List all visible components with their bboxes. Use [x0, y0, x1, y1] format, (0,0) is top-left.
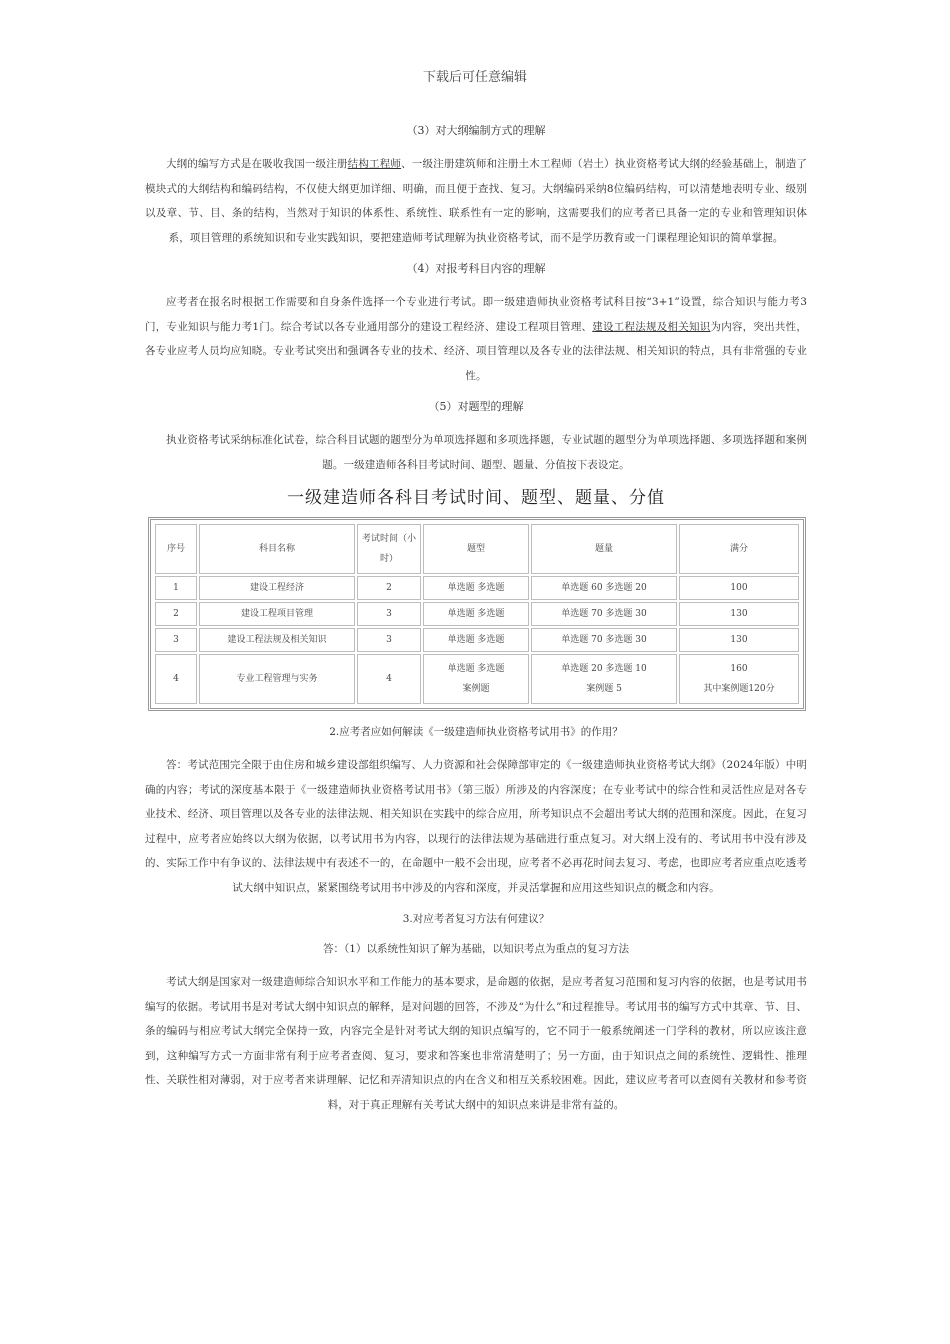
cell-subject: 建设工程项目管理 [199, 602, 355, 626]
table-row [155, 602, 799, 626]
section-4-text-b: 为内容，突出共性，各专业应考人员均应知晓。专业考试突出和强调各专业的技术、经济、项目管理以及各专业的法律法规、相关知识的特点，具有非常强的专业性。 [145, 320, 807, 382]
section-3-text-a: 大纲的编写方式是在吸收我国一级注册 [166, 158, 348, 170]
section-5-paragraph: 执业资格考试采纳标准化试卷，综合科目试题的题型分为单项选择题和多项选择题，专业试题的题型分为单项选择题、多项选择题和案例题。一级建造师各科目考试时间、题型、题量、分值按下表设定。 [166, 434, 807, 471]
question-2-title: 2.应考者应如何解读《一级建造师执业资格考试用书》的作用？ [329, 726, 623, 738]
document-body [145, 122, 807, 1127]
cell-type-line1: 单选题 多选题 [447, 664, 505, 674]
question-3-answer: 考试大纲是国家对一级建造师综合知识水平和工作能力的基本要求，是命题的依据，是应考者复习范围和复习内容的依据，也是考试用书编写的依据。考试用书是对考试大纲中知识点的解释，是对问题的回答，不涉及“为什么”和过程推导。考试用书的编写方式中其章、节、目、条的编码与相应考试大纲完全保持一致，内容完全是针对考试大纲的知识点编写的，它不同于一般系统阐述一门学科的教材，所以应该注意到，这种编写方式一方面非常有利于应考者查阅、复习，要求和答案也非常清楚明了；另一方面，由于知识点之间的系统性、逻辑性、推理性、关联性相对薄弱，对于应考者来讲理解、记忆和弄清知识点的内在含义和相互关系较困难。因此，建议应考者可以查阅有关教材和参考资料，对于真正理解有关考试大纲中的知识点来讲是非常有益的。 [145, 976, 807, 1111]
cell-score-line2: 其中案例题120分 [703, 684, 775, 694]
header-count: 题量 [531, 524, 677, 574]
section-3-paragraph [145, 152, 807, 250]
cell-count: 单选题 60 多选题 20 [531, 576, 677, 600]
section-4-paragraph [145, 290, 807, 388]
section-3-text-b: 、一级注册建筑师和注册土木工程师（岩土）执业资格考试大纲的经验基础上，制造了模块式的大纲结构和编码结构，不仅使大纲更加详细、明确，而且便于查找、复习。大纲编码采纳8位编码结构，可以清楚地表明专业、级别以及章、节、目、条的结构，当然对于知识的体系性、系统性、联系性有一定的影响，这需要我们的应考者已具备一定的专业和管理知识体系，项目管理的系统知识和专业实践知识，要把建造师考试理解为执业资格考试，而不是学历教育或一门课程理论知识的简单掌握。 [145, 158, 808, 244]
header-time [357, 524, 421, 574]
cell-time: 2 [357, 576, 421, 600]
cell-type: 单选题 多选题 [423, 576, 529, 600]
cell-time: 4 [357, 654, 421, 704]
structural-engineer-link[interactable]: 结构工程师 [347, 158, 402, 170]
exam-table [153, 522, 801, 706]
cell-type-line2: 案例题 [462, 684, 490, 694]
cell-type [423, 654, 529, 704]
question-3-subheading: 答：（1）以系统性知识了解为基础，以知识考点为重点的复习方法 [323, 943, 629, 955]
table-row [155, 576, 799, 600]
section-3-heading: （3）对大纲编制方式的理解 [406, 124, 546, 137]
cell-no: 1 [155, 576, 197, 600]
table-row [155, 628, 799, 652]
cell-type: 单选题 多选题 [423, 602, 529, 626]
law-regulations-link[interactable]: 建设工程法规及相关知识 [592, 320, 711, 333]
cell-time: 3 [357, 628, 421, 652]
cell-subject: 专业工程管理与实务 [199, 654, 355, 704]
header-time-line1: 考试时间（小 [361, 534, 416, 544]
cell-time: 3 [357, 602, 421, 626]
cell-type: 单选题 多选题 [423, 628, 529, 652]
cell-subject: 建设工程经济 [199, 576, 355, 600]
exam-table-frame [148, 517, 806, 711]
cell-score [679, 654, 799, 704]
table-header-row [155, 524, 799, 574]
cell-count-line1: 单选题 20 多选题 10 [561, 664, 647, 674]
cell-count [531, 654, 677, 704]
header-score: 满分 [679, 524, 799, 574]
section-5-heading: （5）对题型的理解 [428, 400, 524, 413]
page-header: 下载后可任意编辑 [422, 70, 527, 85]
table-row [155, 654, 799, 704]
header-subject: 科目名称 [199, 524, 355, 574]
cell-no: 4 [155, 654, 197, 704]
cell-score: 130 [679, 628, 799, 652]
cell-count: 单选题 70 多选题 30 [531, 628, 677, 652]
cell-score: 130 [679, 602, 799, 626]
question-2-answer: 答：考试范围完全限于由住房和城乡建设部组织编写、人力资源和社会保障部审定的《一级建造师执业资格考试大纲》（2024年版）中明确的内容；考试的深度基本限于《一级建造师执业资格考试用书》（第三版）所涉及的内容深度；在专业考试中的综合性和灵活性应是对各专业技术、经济、项目管理以及各专业的法律法规、相关知识在实践中的综合应用，所考知识点不会超出考试大纲的范围和深度。因此，在复习过程中，应考者应始终以大纲为依据，以考试用书为内容，以现行的法律法规为基础进行重点复习。对大纲上没有的、考试用书中没有涉及的、实际工作中有争议的、法律法规中有表述不一的，在命题中一般不会出现，应考者不必再花时间去复习、考虑，也即应考者应重点吃透考试大纲中知识点，紧紧围绕考试用书中涉及的内容和深度，并灵活掌握和应用这些知识点的概念和内容。 [145, 759, 807, 894]
cell-subject: 建设工程法规及相关知识 [199, 628, 355, 652]
section-4-heading: （4）对报考科目内容的理解 [406, 262, 546, 275]
header-type: 题型 [423, 524, 529, 574]
cell-score: 100 [679, 576, 799, 600]
question-3-title: 3.对应考者复习方法有何建议？ [402, 913, 550, 925]
cell-score-line1: 160 [730, 664, 748, 674]
header-time-line2: 时） [379, 554, 398, 564]
cell-no: 3 [155, 628, 197, 652]
table-title: 一级建造师各科目考试时间、题型、题量、分值 [287, 488, 665, 508]
cell-count-line2: 案例题 5 [586, 684, 622, 694]
header-no: 序号 [155, 524, 197, 574]
cell-count: 单选题 70 多选题 30 [531, 602, 677, 626]
cell-no: 2 [155, 602, 197, 626]
section-4-text-a: 应考者在报名时根据工作需要和自身条件选择一个专业进行考试。即一级建造师执业资格考试科目按“3+1”设置，综合知识与能力考3门，专业知识与能力考1门。综合考试以各专业通用部分的建设工程经济、建设工程项目管理、 [145, 296, 807, 333]
